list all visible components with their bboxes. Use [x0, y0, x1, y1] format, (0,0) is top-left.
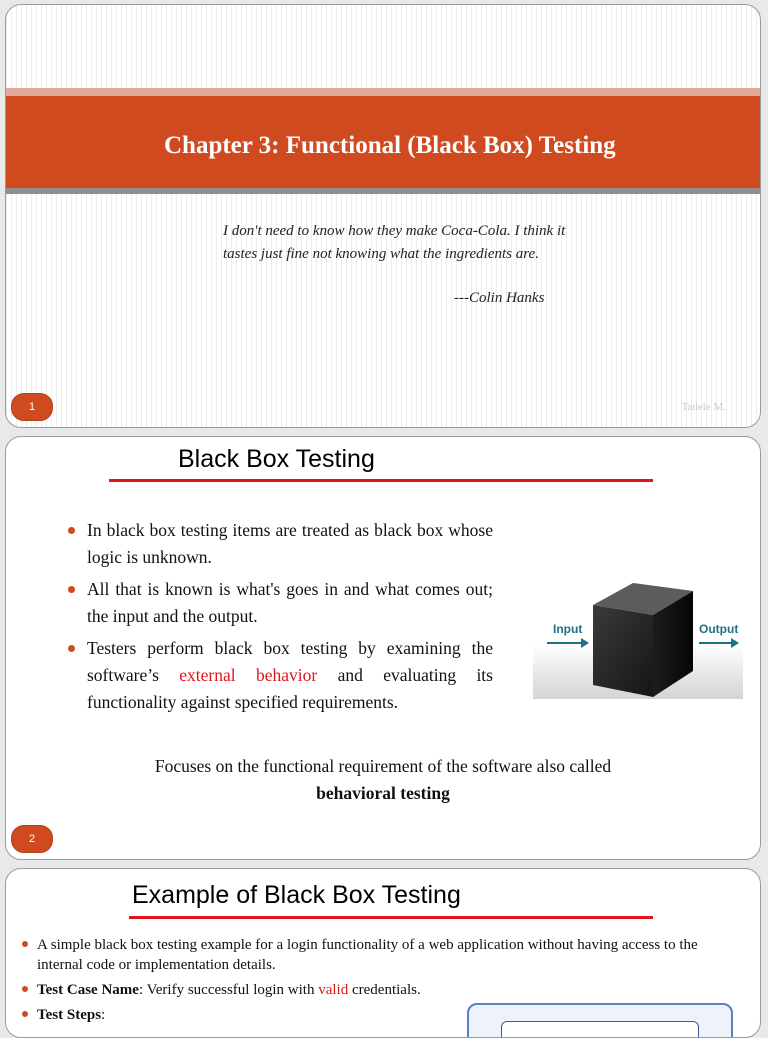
slide-1: [5, 4, 761, 428]
bullet-text: :: [101, 1007, 106, 1023]
title-underline: [109, 479, 653, 482]
bullet-text: and evaluating its functionality against specified requirements.: [87, 665, 493, 712]
page-number-badge: 1: [11, 393, 53, 421]
quote: [223, 220, 603, 266]
bullet-item: All that is known is what's goes in and what comes out; the input and the output.: [68, 576, 493, 630]
focus-line-2: behavioral testing: [316, 783, 450, 803]
slide-3: [5, 868, 761, 1038]
highlight-text: valid: [318, 982, 349, 998]
footer-author: Tadele M.: [681, 401, 726, 413]
bullet-label: Test Steps: [37, 1007, 102, 1023]
bullet-text: : Verify successful login with: [138, 982, 319, 998]
focus-statement: [6, 753, 760, 807]
quote-author: ---Colin Hanks: [454, 290, 545, 306]
bullet-text: credentials.: [348, 982, 421, 998]
page-number-badge: 2: [11, 825, 53, 853]
login-form-illustration: [467, 1003, 733, 1038]
slide-2: [5, 436, 761, 860]
chapter-title: Chapter 3: Functional (Black Box) Testing: [164, 132, 616, 159]
bullet-item: [68, 635, 493, 716]
input-label: Input: [553, 622, 583, 636]
quote-line-2: tastes just fine not knowing what the ingredients are.: [223, 246, 539, 262]
title-band-bottom-stripe: [6, 188, 760, 194]
title-underline: [129, 916, 653, 919]
output-label: Output: [699, 622, 739, 636]
bullet-item: A simple black box testing example for a login functionality of a web application without having access to the internal code or implementation details.: [22, 935, 722, 975]
slide-title: Black Box Testing: [178, 445, 375, 473]
bullet-list: [68, 517, 493, 721]
quote-line-1: I don't need to know how they make Coca-Cola. I think it: [223, 223, 566, 239]
title-band-top-stripe: [6, 88, 760, 96]
black-box-diagram: [533, 575, 743, 699]
bullet-text: Testers perform black box testing by examining the software’s: [87, 638, 493, 685]
cube-front-face: [593, 605, 653, 697]
focus-line-1: Focuses on the functional requirement of the software also called: [154, 756, 612, 776]
bullet-item: In black box testing items are treated as black box whose logic is unknown.: [68, 517, 493, 571]
highlight-text: external behavior: [179, 665, 318, 685]
slide-title: Example of Black Box Testing: [132, 881, 461, 909]
bullet-label: Test Case Name: [37, 982, 139, 998]
bullet-item: [22, 980, 722, 1000]
